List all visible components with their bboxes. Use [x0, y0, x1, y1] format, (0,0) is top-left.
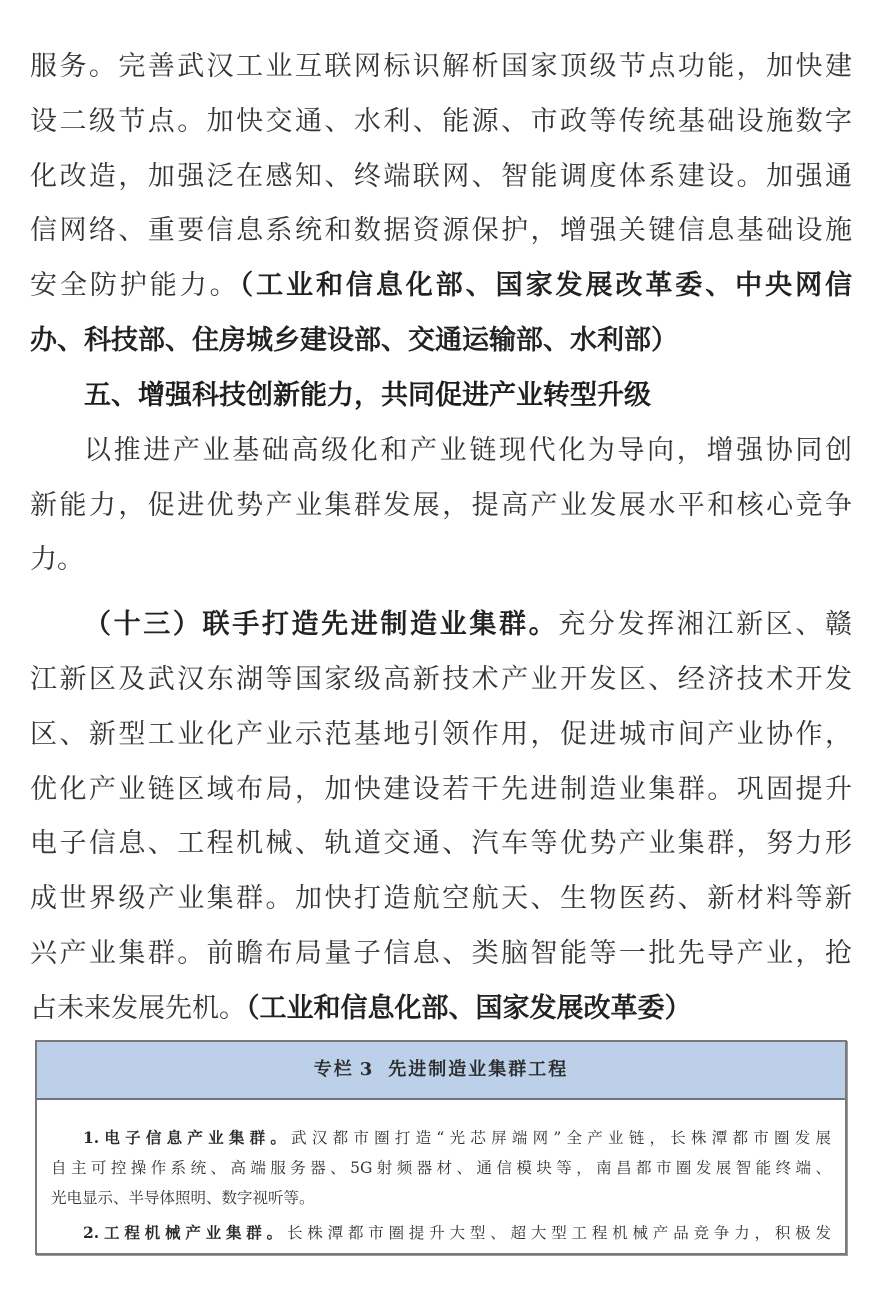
paragraph-line: 信网络、重要信息系统和数据资源保护，增强关键信息基础设施	[30, 215, 852, 246]
paragraph-line: 力。	[30, 544, 84, 575]
paragraph-line: 设二级节点。加快交通、水利、能源、市政等传统基础设施数字	[30, 106, 852, 137]
paragraph-text: 占未来发展先机。	[30, 993, 246, 1024]
column-box	[35, 1040, 847, 1255]
column-item-line	[83, 1219, 831, 1247]
column-box-header	[37, 1042, 845, 1100]
paragraph-line	[30, 266, 852, 306]
section-heading: 五、增强科技创新能力，共同促进产业转型升级	[84, 380, 651, 411]
paragraph-text: 充分发挥湘江新区、赣	[558, 609, 853, 640]
paragraph-line: 兴产业集群。前瞻布局量子信息、类脑智能等一批先导产业，抢	[30, 938, 852, 969]
paragraph-line	[84, 605, 852, 645]
paragraph-line: 成世界级产业集群。加快打造航空航天、生物医药、新材料等新	[30, 883, 852, 914]
column-item-title: 2.工程机械产业集群。	[83, 1223, 287, 1242]
column-title: 先进制造业集群工程	[388, 1059, 569, 1080]
paragraph-line: 以推进产业基础高级化和产业链现代化为导向，增强协同创	[84, 435, 852, 466]
column-item-line: 光电显示、半导体照明、数字视听等。	[51, 1189, 315, 1207]
column-item-title: 1.电子信息产业集群。	[83, 1128, 292, 1147]
column-label: 专栏	[313, 1059, 354, 1080]
column-item-line: 自主可控操作系统、高端服务器、5G射频器材、通信模块等，南昌都市圈发展智能终端、	[51, 1159, 831, 1177]
paragraph-line	[30, 321, 852, 361]
paragraph-line: 江新区及武汉东湖等国家级高新技术产业开发区、经济技术开发	[30, 664, 852, 695]
paragraph-line: 区、新型工业化产业示范基地引领作用，促进城市间产业协作，	[30, 719, 852, 750]
responsible-departments: （工业和信息化部、国家发展改革委）	[246, 993, 692, 1024]
column-number: 3	[359, 1059, 375, 1080]
paragraph-line: 化改造，加强泛在感知、终端联网、智能调度体系建设。加强通	[30, 161, 852, 192]
paragraph-line: 新能力，促进优势产业集群发展，提高产业发展水平和核心竞争	[30, 490, 852, 521]
column-item-text: 武汉都市圈打造“光芯屏端网”全产业链，长株潭都市圈发展	[291, 1129, 831, 1147]
paragraph-line: 电子信息、工程机械、轨道交通、汽车等优势产业集群，努力形	[30, 828, 852, 859]
column-item-text: 长株潭都市圈提升大型、超大型工程机械产品竞争力，积极发	[286, 1224, 831, 1242]
paragraph-line: 服务。完善武汉工业互联网标识解析国家顶级节点功能，加快建	[30, 51, 852, 82]
subsection-title: （十三）联手打造先进制造业集群。	[84, 609, 559, 640]
paragraph-line	[30, 989, 852, 1029]
paragraph-text: 安全防护能力。	[30, 270, 240, 301]
responsible-departments: （工业和信息化部、国家发展改革委、中央网信	[239, 270, 853, 301]
responsible-departments: 办、科技部、住房城乡建设部、交通运输部、水利部）	[30, 325, 678, 356]
column-item-line	[83, 1124, 831, 1152]
paragraph-line: 优化产业链区域布局，加快建设若干先进制造业集群。巩固提升	[30, 774, 852, 805]
